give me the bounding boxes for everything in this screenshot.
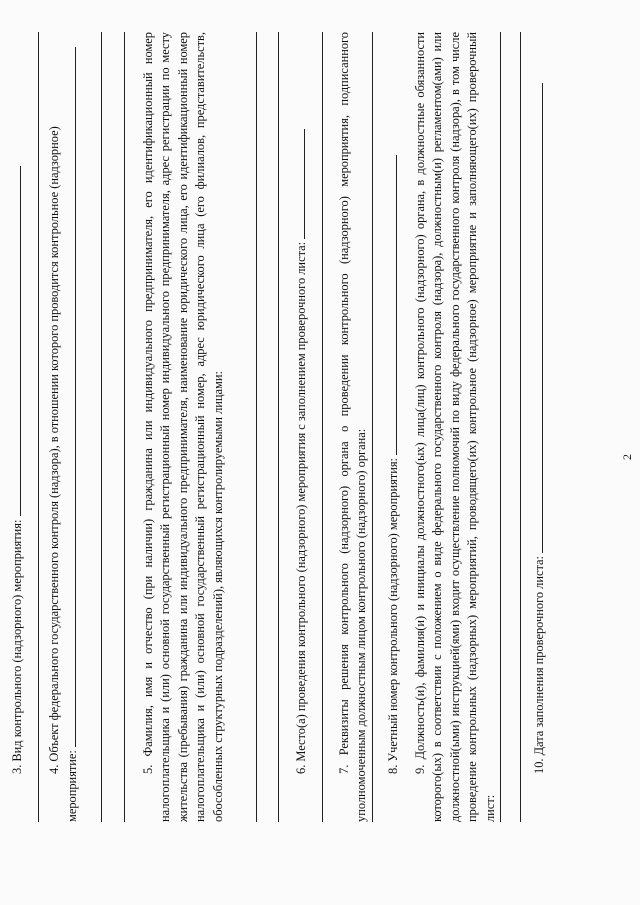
item-6-label: 6. Место(а) проведения контрольного (надзорного) мероприятия с заполнением проверочного листа: [294,241,308,774]
item-9-line-2 [520,32,521,822]
item-3-line [38,32,39,822]
item-5-label: 5. Фамилия, имя и отчество (при наличии) гражданина или индивидуального предпринимателя, его идентификационный номер налогоплательщика и (или) основной государственный регистрационный номер индивидуального предпринимателя, адрес регистрации по месту жительства (пребывания) гражданина или индивидуального предпринимателя, наименование юридического лица, его идентификационный номер налогоплательщика и (или) основной государственный регистрационный номер, адрес юридического лица (его филиалов, представительств, обособленных структурных подразделений), являющихся контролируемыми лицами: [141,32,225,822]
item-7 [336,32,371,822]
item-8-blank [384,155,397,455]
item-9 [412,32,499,822]
item-5 [140,32,227,822]
item-10-label: 10. Дата заполнения проверочного листа: [532,556,546,774]
item-3 [8,32,26,822]
item-4-line-2 [124,32,125,822]
item-4-label: 4. Объект федерального государственного контроля (надзора), в отношении которого проводится контрольное (надзорное) [47,126,61,774]
item-5-line-2 [278,32,279,822]
item-7-label: 7. Реквизиты решения контрольного (надзорного) органа о проведении контрольного (надзорного) мероприятия, подписанного уполномоченным должностным лицом контрольного (надзорного) органа: [337,32,369,822]
item-4-blank [63,47,76,747]
item-9-label: 9. Должность(и), фамилия(и) и инициалы должностного(ых) лица(лиц) контрольного (надзорного) органа, в должностные обязанности которого(ых) в соответствии с положением о виде федерального государственного контроля (надзора), должностным(и) регламентом(ами) или должностной(ыми) инструкцией(ями) входит осуществление полномочий по виду федерального государственного контроля (надзора), в том числе проведение контрольных (надзорных) мероприятий, проводящего(их) контрольное (надзорное) мероприятие и заполняющего(их) проверочный лист: [413,32,497,822]
item-4-label-cont: мероприятие: [65,750,80,822]
item-8-label: 8. Учетный номер контрольного (надзорного) мероприятия: [386,458,400,774]
item-3-blank [8,166,21,516]
item-5-line-1 [256,32,257,822]
item-10-blank [530,83,543,553]
page-number: 2 [620,454,634,460]
item-4 [46,32,82,822]
item-6-blank [292,129,305,239]
item-10 [530,32,548,822]
item-8 [384,32,402,822]
item-7-line [372,32,373,822]
item-9-line-1 [500,32,501,822]
item-6 [292,32,310,822]
item-6-line [322,32,323,822]
item-4-line-1 [101,32,102,822]
item-3-label: 3. Вид контрольного (надзорного) мероприятия: [10,519,24,774]
